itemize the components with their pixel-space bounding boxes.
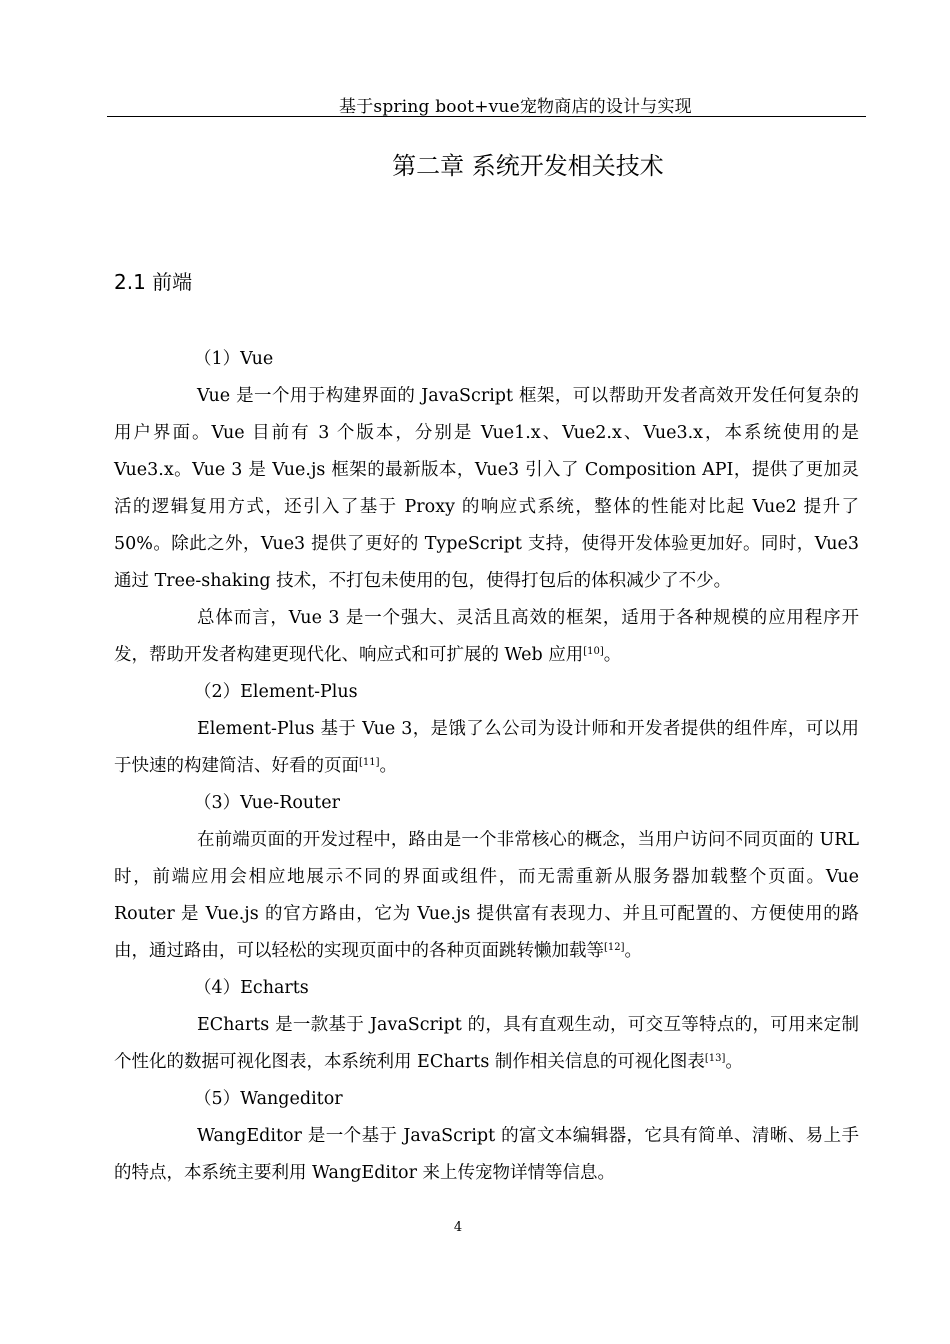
paragraph-end: 。 <box>725 1052 743 1072</box>
paragraph-text: Vue 是一个用于构建界面的 JavaScript 框架，可以帮助开发者高效开发任何复杂的用户界面。Vue 目前有 3 个版本，分别是 Vue1.x、Vue2.x、Vue3.x，本系统使用的是 Vue3.x。Vue 3 是 Vue.js 框架的最新版本，Vue3 引入了 Composition API，提供了更加灵活的逻辑复用方式，还引入了基于 Proxy 的响应式系统，整体的性能对比起 Vue2 提升了 50%。除此之外，Vue3 提供了更好的 TypeScript 支持，使得开发体验更加好。同时，Vue3 通过 Tree-shaking 技术，不打包未使用的包，使得打包后的体积减少了不少。 <box>114 386 859 591</box>
paragraph-end: 。 <box>624 941 643 961</box>
subsection-heading: （3）Vue-Router <box>194 793 340 813</box>
citation: [12] <box>604 942 625 953</box>
paragraph <box>114 1007 859 1081</box>
paragraph <box>114 600 859 674</box>
subsection-heading: （4）Echarts <box>194 978 309 998</box>
subsection-heading: （1）Vue <box>194 349 274 369</box>
citation: [11] <box>359 757 380 768</box>
paragraph <box>114 1118 859 1192</box>
section-title: 2.1 前端 <box>114 270 193 294</box>
body-text <box>114 341 859 1192</box>
paragraph-end: 。 <box>603 645 622 665</box>
paragraph <box>114 822 859 970</box>
paragraph-text: ECharts 是一款基于 JavaScript 的，具有直观生动，可交互等特点的，可用来定制个性化的数据可视化图表，本系统利用 ECharts 制作相关信息的可视化图表 <box>114 1015 859 1072</box>
chapter-title: 第二章 系统开发相关技术 <box>392 152 664 180</box>
page-header <box>107 92 866 117</box>
paragraph-text: Element-Plus 基于 Vue 3，是饿了么公司为设计师和开发者提供的组件库，可以用于快速的构建简洁、好看的页面 <box>114 719 859 776</box>
paragraph-text: 在前端页面的开发过程中，路由是一个非常核心的概念，当用户访问不同页面的 URL 时，前端应用会相应地展示不同的界面或组件，而无需重新从服务器加载整个页面。Vue Router 是 Vue.js 的官方路由，它为 Vue.js 提供富有表现力、并且可配置的、方便使用的路由，通过路由，可以轻松的实现页面中的各种页面跳转懒加载等 <box>114 830 859 961</box>
paragraph-end: 。 <box>379 756 398 776</box>
subsection-heading: （2）Element-Plus <box>194 682 358 702</box>
running-title: 基于spring boot+vue宠物商店的设计与实现 <box>339 97 692 117</box>
paragraph <box>114 378 859 600</box>
paragraph-text: 总体而言，Vue 3 是一个强大、灵活且高效的框架，适用于各种规模的应用程序开发，帮助开发者构建更现代化、响应式和可扩展的 Web 应用 <box>114 608 859 665</box>
subsection-heading: （5）Wangeditor <box>194 1089 343 1109</box>
citation: [10] <box>583 646 604 657</box>
page-number: 4 <box>453 1220 463 1235</box>
paragraph <box>114 711 859 785</box>
paragraph-text: WangEditor 是一个基于 JavaScript 的富文本编辑器，它具有简单、清晰、易上手的特点，本系统主要利用 WangEditor 来上传宠物详情等信息。 <box>114 1126 859 1183</box>
citation: [13] <box>704 1053 726 1064</box>
